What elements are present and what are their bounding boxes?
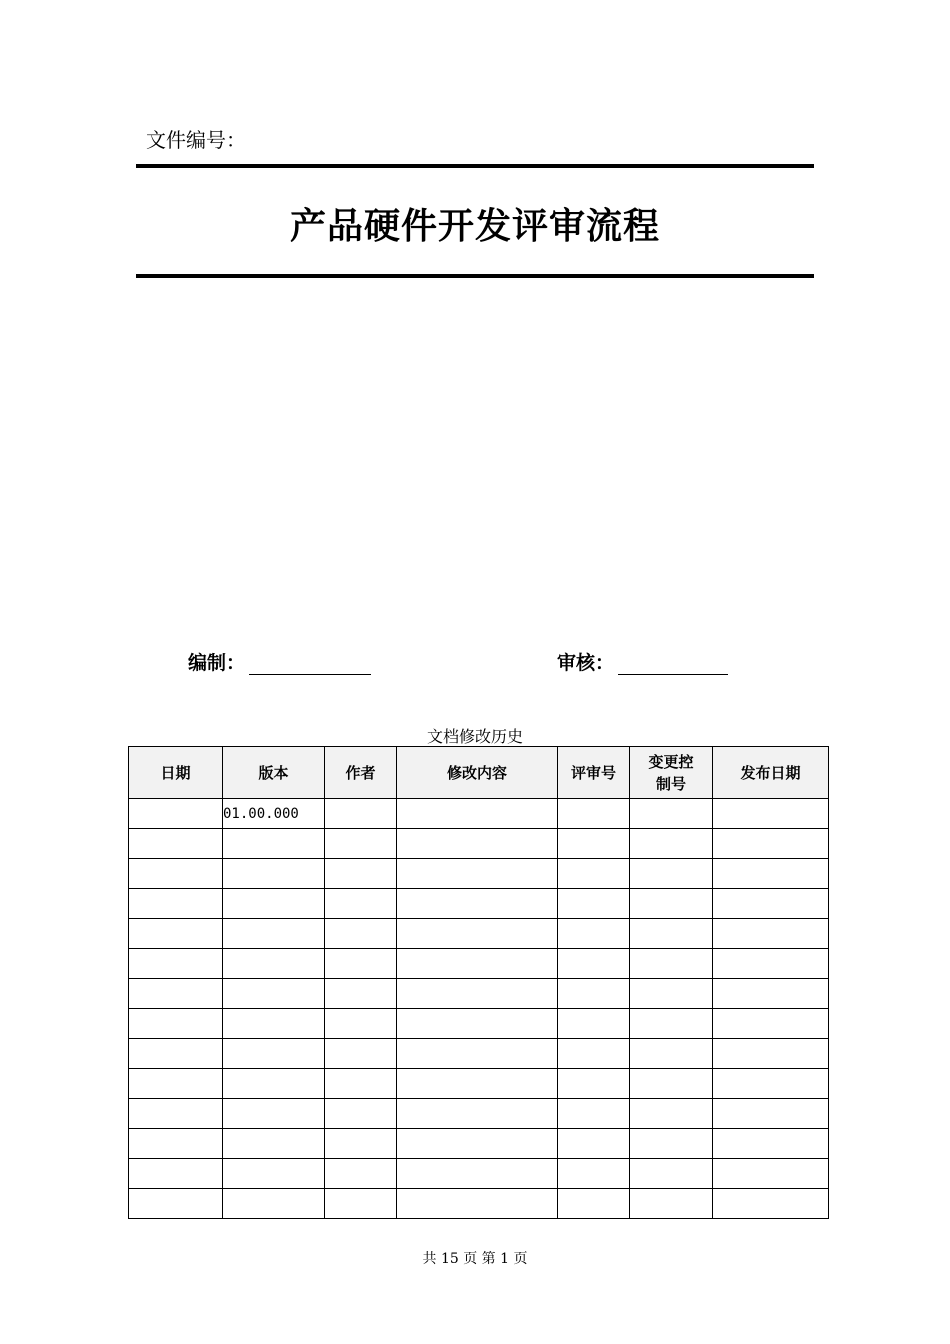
table-cell[interactable] <box>325 1039 397 1069</box>
table-cell[interactable] <box>558 1189 630 1219</box>
table-cell[interactable] <box>630 859 713 889</box>
table-cell[interactable] <box>713 1129 829 1159</box>
column-header: 评审号 <box>558 747 630 799</box>
reviewer-signature-line[interactable] <box>618 654 728 675</box>
table-row <box>129 799 829 829</box>
table-cell[interactable] <box>325 1129 397 1159</box>
column-header: 版本 <box>223 747 325 799</box>
table-cell[interactable] <box>630 1159 713 1189</box>
table-cell[interactable] <box>325 1069 397 1099</box>
editor-signature-line[interactable] <box>249 654 371 675</box>
table-header-row <box>129 747 829 799</box>
table-cell[interactable] <box>558 889 630 919</box>
table-cell[interactable] <box>129 799 223 829</box>
table-cell[interactable] <box>713 1069 829 1099</box>
revision-history-table <box>128 746 829 1219</box>
table-cell[interactable] <box>397 829 558 859</box>
table-cell[interactable] <box>223 859 325 889</box>
table-cell[interactable] <box>129 1189 223 1219</box>
table-cell[interactable] <box>397 1009 558 1039</box>
table-cell[interactable] <box>558 829 630 859</box>
table-cell[interactable] <box>397 859 558 889</box>
doc-number-label: 文件编号： <box>146 128 246 152</box>
table-row <box>129 1099 829 1129</box>
table-cell[interactable] <box>223 1189 325 1219</box>
table-cell[interactable] <box>325 889 397 919</box>
editor-label: 编制： <box>188 652 246 674</box>
reviewer-label: 审核： <box>557 652 615 674</box>
table-cell[interactable] <box>713 1039 829 1069</box>
table-cell[interactable] <box>129 889 223 919</box>
table-cell[interactable] <box>397 949 558 979</box>
table-cell[interactable] <box>630 1099 713 1129</box>
table-cell[interactable] <box>129 1099 223 1129</box>
table-cell[interactable] <box>558 919 630 949</box>
table-cell[interactable] <box>558 1159 630 1189</box>
table-cell[interactable] <box>713 1099 829 1129</box>
column-header: 日期 <box>129 747 223 799</box>
table-cell[interactable] <box>397 1099 558 1129</box>
table-cell[interactable] <box>397 1069 558 1099</box>
table-cell[interactable] <box>630 1039 713 1069</box>
table-cell[interactable] <box>397 979 558 1009</box>
table-row <box>129 919 829 949</box>
table-cell[interactable] <box>397 889 558 919</box>
table-row <box>129 1189 829 1219</box>
table-cell[interactable] <box>223 919 325 949</box>
table-cell[interactable] <box>630 1129 713 1159</box>
table-cell[interactable] <box>713 1159 829 1189</box>
table-cell[interactable] <box>713 1009 829 1039</box>
table-cell[interactable] <box>129 859 223 889</box>
table-cell[interactable] <box>223 1069 325 1099</box>
table-row <box>129 1069 829 1099</box>
table-cell[interactable] <box>558 799 630 829</box>
column-header: 作者 <box>325 747 397 799</box>
column-header: 发布日期 <box>713 747 829 799</box>
table-cell[interactable] <box>713 829 829 859</box>
table-cell[interactable] <box>325 1009 397 1039</box>
table-cell[interactable] <box>558 949 630 979</box>
table-cell[interactable] <box>325 859 397 889</box>
table-cell[interactable] <box>129 1069 223 1099</box>
column-header: 变更控制号 <box>630 747 713 799</box>
title-bottom-rule <box>136 274 814 278</box>
table-row <box>129 1159 829 1189</box>
table-cell[interactable] <box>397 799 558 829</box>
table-cell[interactable] <box>325 1159 397 1189</box>
table-cell[interactable] <box>325 799 397 829</box>
title-top-rule <box>136 164 814 168</box>
table-cell[interactable] <box>223 889 325 919</box>
table-cell[interactable] <box>630 829 713 859</box>
table-cell[interactable] <box>630 889 713 919</box>
table-cell[interactable] <box>397 1189 558 1219</box>
table-cell[interactable] <box>325 1099 397 1129</box>
history-table-caption: 文档修改历史 <box>426 727 523 746</box>
table-cell[interactable] <box>713 919 829 949</box>
document-title: 产品硬件开发评审流程 <box>289 206 660 247</box>
table-cell[interactable] <box>630 1189 713 1219</box>
table-cell[interactable] <box>630 979 713 1009</box>
table-row <box>129 1039 829 1069</box>
table-cell[interactable] <box>713 889 829 919</box>
table-cell[interactable] <box>223 829 325 859</box>
table-cell[interactable] <box>129 1009 223 1039</box>
table-row <box>129 829 829 859</box>
table-cell[interactable] <box>223 979 325 1009</box>
table-cell[interactable] <box>129 949 223 979</box>
table-cell[interactable] <box>713 799 829 829</box>
table-cell[interactable] <box>223 1009 325 1039</box>
table-cell[interactable] <box>223 1099 325 1129</box>
table-cell[interactable] <box>558 1099 630 1129</box>
table-row <box>129 979 829 1009</box>
table-cell[interactable] <box>129 919 223 949</box>
table-cell[interactable] <box>129 979 223 1009</box>
reviewer-signature <box>557 648 728 675</box>
table-cell[interactable] <box>325 1189 397 1219</box>
column-header: 修改内容 <box>397 747 558 799</box>
table-cell[interactable] <box>129 829 223 859</box>
table-row <box>129 1009 829 1039</box>
table-cell[interactable] <box>325 979 397 1009</box>
table-row <box>129 949 829 979</box>
table-row <box>129 1129 829 1159</box>
table-cell[interactable] <box>630 919 713 949</box>
table-cell[interactable] <box>713 979 829 1009</box>
table-cell[interactable] <box>325 829 397 859</box>
table-cell[interactable] <box>397 1129 558 1159</box>
table-cell[interactable] <box>325 949 397 979</box>
table-cell[interactable] <box>713 1189 829 1219</box>
table-cell[interactable] <box>129 1159 223 1189</box>
page-footer: 共 15 页 第 1 页 <box>422 1251 528 1267</box>
table-cell[interactable] <box>630 799 713 829</box>
table-cell[interactable] <box>397 1159 558 1189</box>
table-cell[interactable] <box>630 1069 713 1099</box>
table-cell[interactable] <box>223 1129 325 1159</box>
table-cell[interactable] <box>129 1039 223 1069</box>
table-cell[interactable] <box>397 1039 558 1069</box>
table-cell[interactable] <box>223 949 325 979</box>
table-cell[interactable] <box>325 919 397 949</box>
table-cell[interactable] <box>558 1069 630 1099</box>
table-cell[interactable] <box>223 1159 325 1189</box>
editor-signature <box>188 648 371 675</box>
table-cell[interactable]: 01.00.000 <box>223 799 325 829</box>
table-cell[interactable] <box>558 1009 630 1039</box>
table-cell[interactable] <box>630 949 713 979</box>
table-row <box>129 859 829 889</box>
table-cell[interactable] <box>558 859 630 889</box>
table-cell[interactable] <box>223 1039 325 1069</box>
table-cell[interactable] <box>129 1129 223 1159</box>
table-cell[interactable] <box>397 919 558 949</box>
table-row <box>129 889 829 919</box>
table-cell[interactable] <box>630 1009 713 1039</box>
table-cell[interactable] <box>558 1129 630 1159</box>
table-cell[interactable] <box>558 979 630 1009</box>
table-cell[interactable] <box>713 859 829 889</box>
table-cell[interactable] <box>558 1039 630 1069</box>
table-cell[interactable] <box>713 949 829 979</box>
